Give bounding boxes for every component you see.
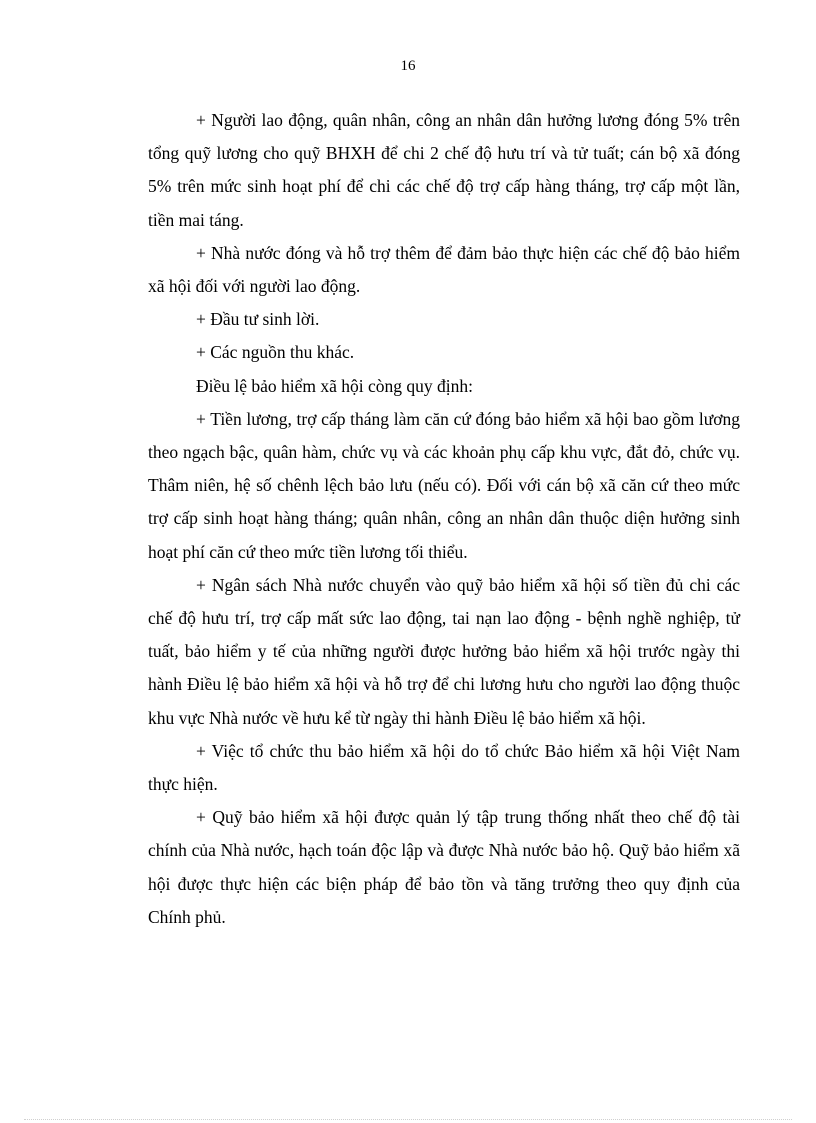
paragraph-regulation-intro: Điều lệ bảo hiểm xã hội còng quy định: <box>196 375 474 396</box>
paragraph-salary-basis: + Tiền lương, trợ cấp tháng làm căn cứ đóng bảo hiểm xã hội bao gồm lương theo ngạch bậc, quân hàm, chức vụ và các khoản phụ cấp khu vực, đắt đỏ, chức vụ. Thâm niên, hệ số chênh lệch bảo lưu (nếu có). Đối với cán bộ xã căn cứ theo mức trợ cấp sinh hoạt hàng tháng; quân nhân, công an nhân dân thuộc diện hưởng sinh hoạt phí căn cứ theo mức tiền lương tối thiểu. <box>148 408 740 562</box>
paragraph-contribution-rates: + Người lao động, quân nhân, công an nhân dân hưởng lương đóng 5% trên tổng quỹ lương cho quỹ BHXH để chi 2 chế độ hưu trí và tử tuất; cán bộ xã đóng 5% trên mức sinh hoạt phí để chi các chế độ trợ cấp hàng tháng, trợ cấp một lần, tiền mai táng. <box>148 110 740 230</box>
page-body <box>148 104 740 934</box>
paragraph-collection: + Việc tổ chức thu bảo hiểm xã hội do tổ chức Bảo hiểm xã hội Việt Nam thực hiện. <box>148 740 740 795</box>
paragraph-other-sources: + Các nguồn thu khác. <box>196 342 355 363</box>
page-bottom-divider <box>24 1119 792 1120</box>
paragraph-investment: + Đầu tư sinh lời. <box>196 309 320 330</box>
paragraph-state-support: + Nhà nước đóng và hỗ trợ thêm để đảm bảo thực hiện các chế độ bảo hiểm xã hội đối với người lao động. <box>148 242 740 297</box>
paragraph-fund-management: + Quỹ bảo hiểm xã hội được quản lý tập trung thống nhất theo chế độ tài chính của Nhà nước, hạch toán độc lập và được Nhà nước bảo hộ. Quỹ bảo hiểm xã hội được thực hiện các biện pháp để bảo tồn và tăng trưởng theo quy định của Chính phủ. <box>148 807 740 927</box>
paragraph-state-budget: + Ngân sách Nhà nước chuyển vào quỹ bảo hiểm xã hội số tiền đủ chi các chế độ hưu trí, trợ cấp mất sức lao động, tai nạn lao động - bệnh nghề nghiệp, tử tuất, bảo hiểm y tế của những người được hưởng bảo hiểm xã hội trước ngày thi hành Điều lệ bảo hiểm xã hội và hỗ trợ để chi lương hưu cho người lao động thuộc khu vực Nhà nước về hưu kể từ ngày thi hành Điều lệ bảo hiểm xã hội. <box>148 574 740 728</box>
page-number: 16 <box>400 58 416 74</box>
